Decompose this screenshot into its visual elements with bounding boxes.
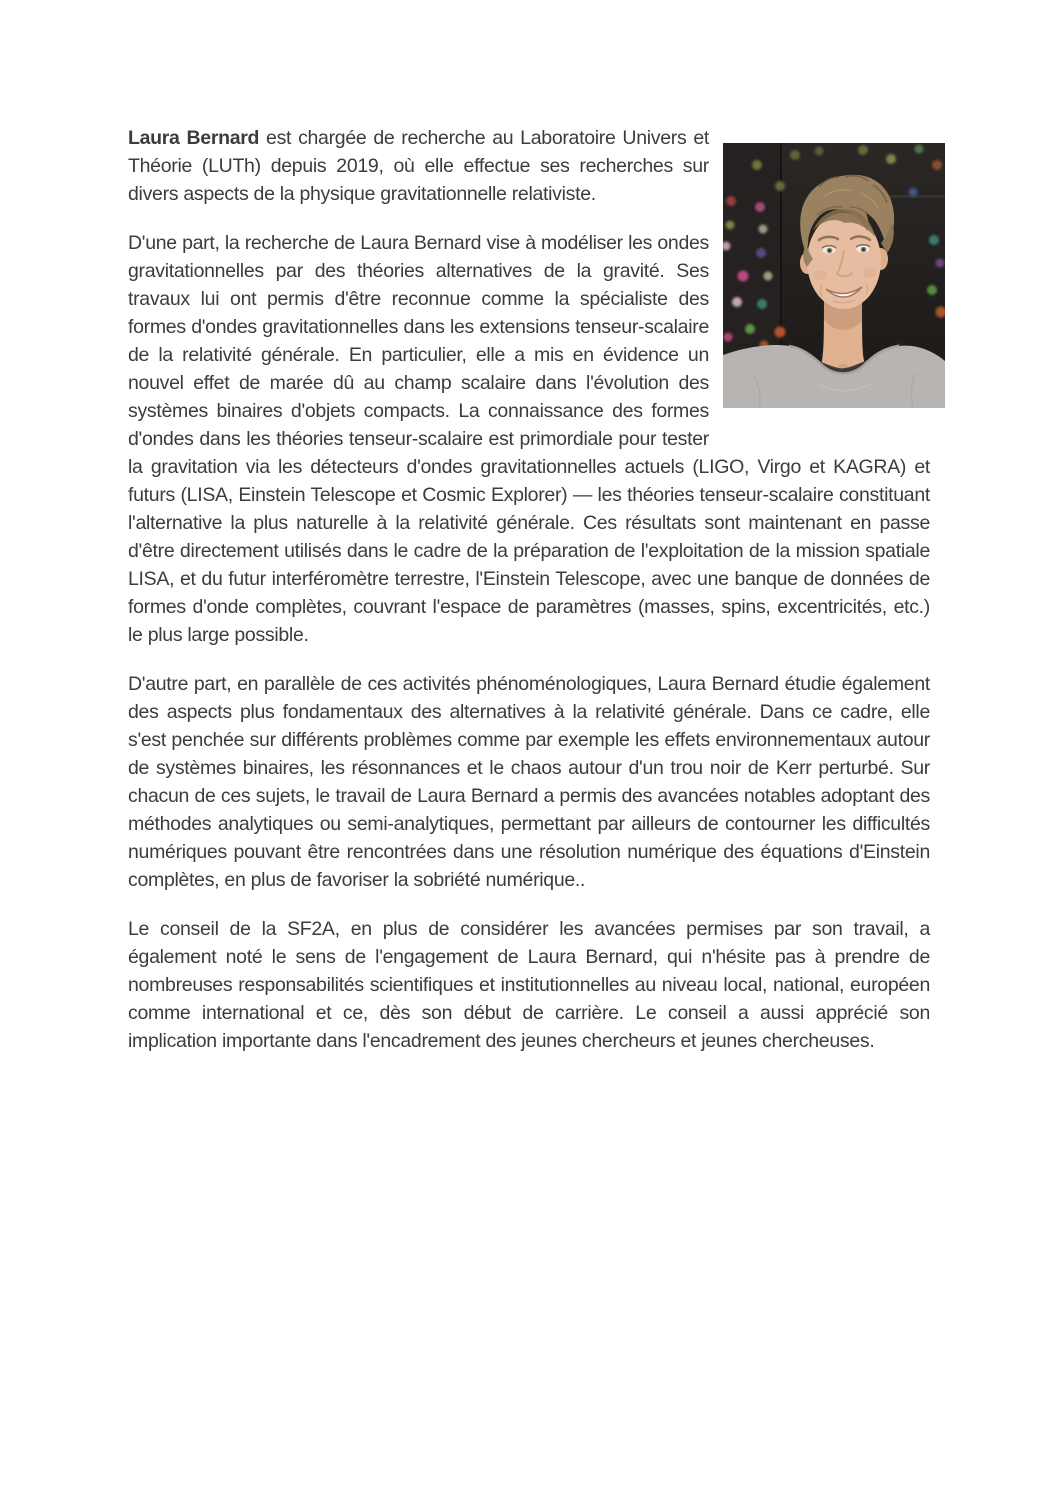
intro-text: est chargée de recherche au Laboratoire Univers et Théorie (LUTh) depuis 2019, où elle effectue ses recherches sur divers aspects de la physique gravitationnelle relativiste. bbox=[128, 127, 709, 205]
article-body bbox=[128, 124, 930, 1055]
person-name: Laura Bernard bbox=[128, 127, 260, 149]
paragraph-waveform-research: D'une part, la recherche de Laura Bernard vise à modéliser les ondes gravitationnelles par des théories alternatives de la gravité. Ses travaux lui ont permis d'être reconnue comme la spécialiste des formes d'ondes gravitationnelles dans les extensions tenseur-scalaire de la relativité générale. En particulier, elle a mis en évidence un nouvel effet de marée dû au champ scalaire dans l'évolution des systèmes binaires d'objets compacts. La connaissance des formes d'ondes dans les théories tenseur-scalaire est primordiale pour tester la gravitation via les détecteurs d'ondes gravitationnelles actuels (LIGO, Virgo et KAGRA) et futurs (LISA, Einstein Telescope et Cosmic Explorer) — les théories tenseur-scalaire constituant l'alternative la plus naturelle à la relativité générale. Ces résultats sont maintenant en passe d'être directement utilisés dans le cadre de la préparation de l'exploitation de la mission spatiale LISA, et du futur interféromètre terrestre, l'Einstein Telescope, avec une banque de données de formes d'onde complètes, couvrant l'espace de paramètres (masses, spins, excentricités, etc.) le plus large possible. bbox=[128, 232, 930, 646]
portrait-photo bbox=[723, 143, 945, 408]
paragraph-sf2a-council: Le conseil de la SF2A, en plus de considérer les avancées permises par son travail, a également noté le sens de l'engagement de Laura Bernard, qui n'hésite pas à prendre de nombreuses responsabilités scientifiques et institutionnelles au niveau local, national, européen comme international et ce, dès son début de carrière. Le conseil a aussi apprécié son implication importante dans l'encadrement des jeunes chercheurs et jeunes chercheuses. bbox=[128, 918, 930, 1052]
portrait-photo-graphic bbox=[723, 143, 945, 408]
paragraph-fundamental-aspects: D'autre part, en parallèle de ces activités phénoménologiques, Laura Bernard étudie également des aspects plus fondamentaux des alternatives à la relativité générale. Dans ce cadre, elle s'est penchée sur différents problèmes comme par exemple les effets environnementaux autour de systèmes binaires, les résonnances et le chaos autour d'un trou noir de Kerr perturbé. Sur chacun de ces sujets, le travail de Laura Bernard a permis des avancées notables adoptant des méthodes analytiques ou semi-analytiques, permettant par ailleurs de contourner les difficultés numériques pouvant être rencontrées dans une résolution numérique des équations d'Einstein complètes, en plus de favoriser la sobriété numérique.. bbox=[128, 673, 930, 891]
